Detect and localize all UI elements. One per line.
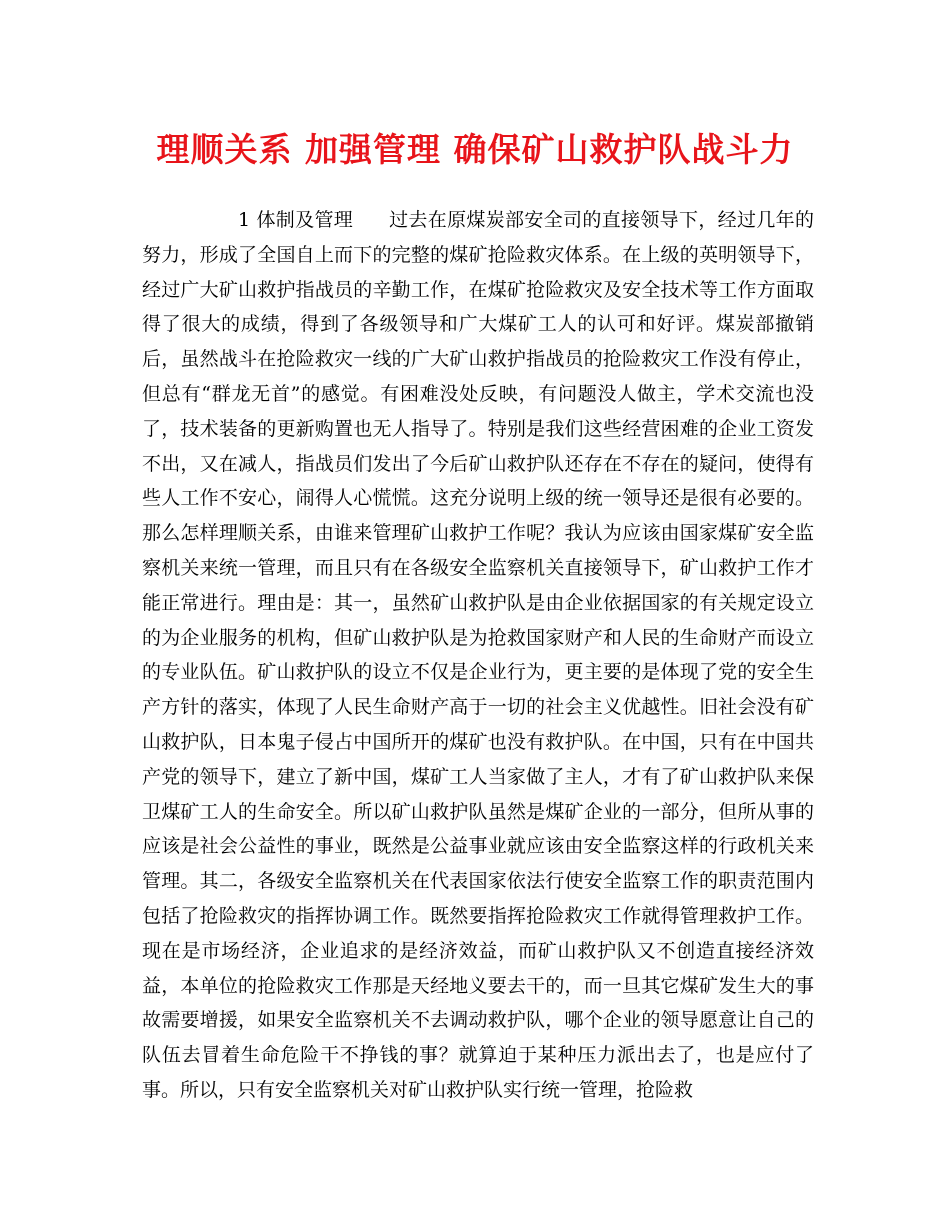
section-heading: 1 体制及管理 <box>238 209 354 231</box>
paragraph-text: 过去在原煤炭部安全司的直接领导下，经过几年的努力，形成了全国自上而下的完整的煤矿抢险救灾体系。在上级的英明领导下，经过广大矿山救护指战员的辛勤工作，在煤矿抢险救灾及安全技术等工作方面取得了很大的成绩，得到了各级领导和广大煤矿工人的认可和好评。煤炭部撤销后，虽然战斗在抢险救灾一线的广大矿山救护指战员的抢险救灾工作没有停止，但总有“群龙无首”的感觉。有困难没处反映，有问题没人做主，学术交流也没了，技术装备的更新购置也无人指导了。特别是我们这些经营困难的企业工资发不出，又在减人，指战员们发出了今后矿山救护队还存在不存在的疑问，使得有些人工作不安心，闹得人心慌慌。这充分说明上级的统一领导还是很有必要的。那么怎样理顺关系，由谁来管理矿山救护工作呢？我认为应该由国家煤矿安全监察机关来统一管理，而且只有在各级安全监察机关直接领导下，矿山救护工作才能正常进行。理由是：其一，虽然矿山救护队是由企业依据国家的有关规定设立的为企业服务的机构，但矿山救护队是为抢救国家财产和人民的生命财产而设立的专业队伍。矿山救护队的设立不仅是企业行为，更主要的是体现了党的安全生产方针的落实，体现了人民生命财产高于一切的社会主义优越性。旧社会没有矿山救护队，日本鬼子侵占中国所开的煤矿也没有救护队。在中国，只有在中国共产党的领导下，建立了新中国，煤矿工人当家做了主人，才有了矿山救护队来保卫煤矿工人的生命安全。所以矿山救护队虽然是煤矿企业的一部分，但所从事的应该是社会公益性的事业，既然是公益事业就应该由安全监察这样的行政机关来管理。其二，各级安全监察机关在代表国家依法行使安全监察工作的职责范围内包括了抢险救灾的指挥协调工作。既然要指挥抢险救灾工作就得管理救护工作。现在是市场经济，企业追求的是经济效益，而矿山救护队又不创造直接经济效益，本单位的抢险救灾工作那是天经地义要去干的，而一旦其它煤矿发生大的事故需要增援，如果安全监察机关不去调动救护队，哪个企业的领导愿意让自己的队伍去冒着生命危险干不挣钱的事？就算迫于某种压力派出去了，也是应付了事。所以，只有安全监察机关对矿山救护队实行统一管理，抢险救 <box>142 209 814 1101</box>
body-paragraph <box>142 203 814 1108</box>
document-title: 理顺关系 加强管理 确保矿山救护队战斗力 <box>156 130 794 169</box>
